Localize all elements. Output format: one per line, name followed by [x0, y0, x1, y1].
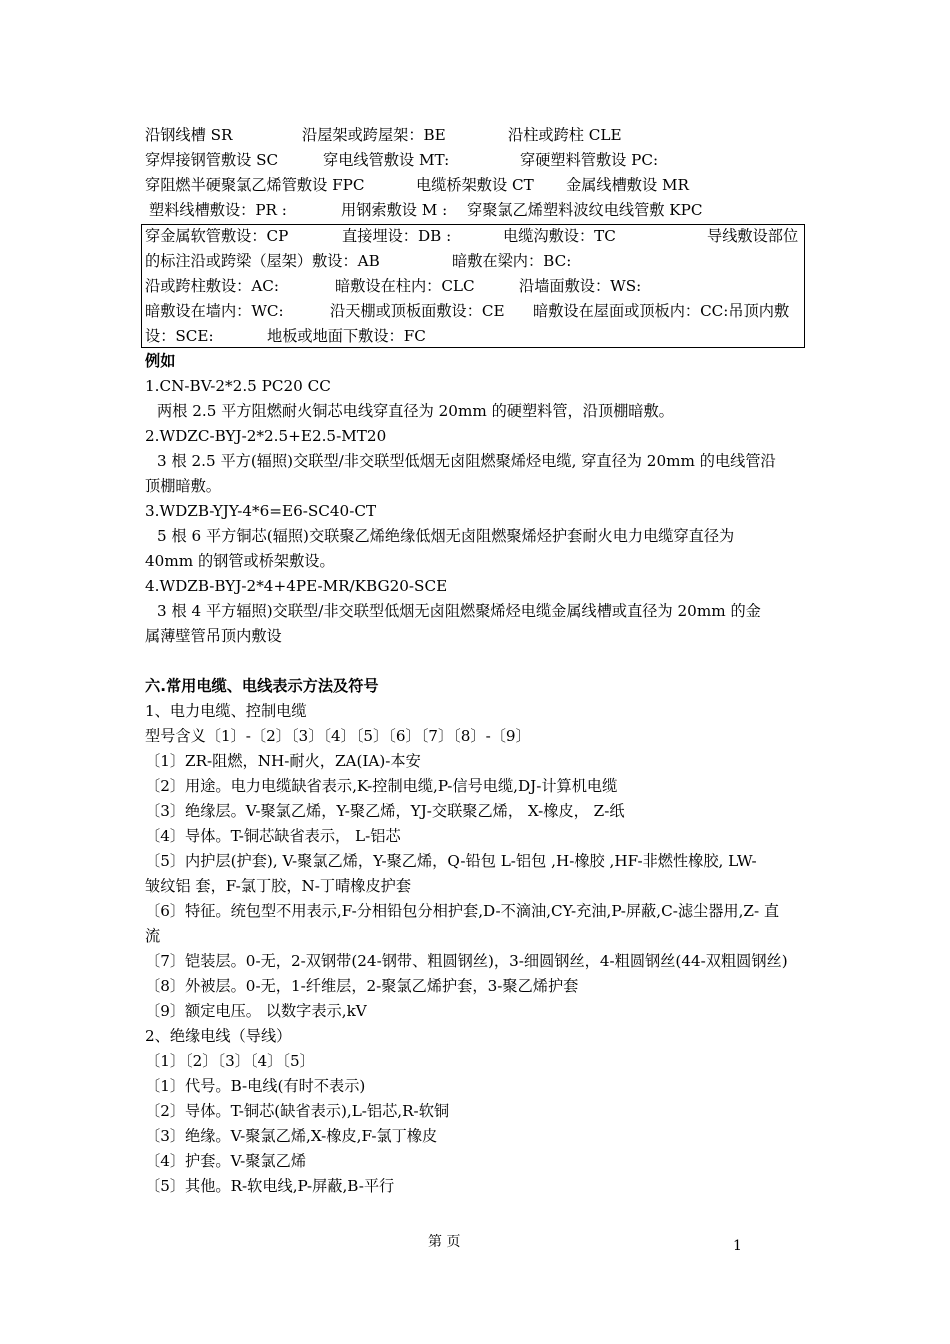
text-line: 〔4〕导体。T-铜芯缺省表示， L-铝芯	[145, 827, 401, 845]
text-cell: 穿焊接钢管敷设 SC	[145, 151, 279, 169]
text-line: 〔5〕内护层(护套), V-聚氯乙烯，Y-聚乙烯，Q-铅包 L-铝包 ,H-橡胶 ,HF-非燃性橡胶, LW-	[145, 852, 757, 870]
subsection-title: 2、绝缘电线（导线）	[145, 1027, 292, 1045]
text-line: 〔4〕护套。V-聚氯乙烯	[145, 1152, 307, 1170]
text-cell: 穿聚氯乙烯塑料波纹电线管敷 KPC	[467, 201, 703, 219]
text-line: 〔1〕代号。B-电线(有时不表示)	[145, 1077, 366, 1095]
example-description: 40mm 的钢管或桥架敷设。	[145, 552, 335, 570]
text-cell: 沿屋架或跨屋架：BE	[302, 126, 446, 144]
text-cell: 穿电线管敷设 MT:	[323, 151, 450, 169]
text-line: 〔8〕外被层。0-无，1-纤维层，2-聚氯乙烯护套，3-聚乙烯护套	[145, 977, 579, 995]
text-line: 〔9〕额定电压。 以数字表示,kV	[145, 1002, 367, 1020]
text-line: 型号含义〔1〕-〔2〕〔3〕〔4〕〔5〕〔6〕〔7〕〔8〕-〔9〕	[145, 727, 531, 745]
text-cell: 穿阻燃半硬聚氯乙烯管敷设 FPC	[145, 176, 365, 194]
text-cell: 沿或跨柱敷设：AC:	[145, 277, 280, 295]
text-cell: 暗敷在梁内：BC:	[452, 252, 572, 270]
text-cell: 电缆桥架敷设 CT	[416, 176, 534, 194]
text-cell: 暗敷设在墙内：WC:	[145, 302, 284, 320]
text-cell: 沿天棚或顶板面敷设：CE	[330, 302, 505, 320]
example-description: 属薄壁管吊顶内敷设	[145, 627, 282, 645]
text-line: 皱纹铝 套，F-氯丁胶，N-丁晴橡皮护套	[145, 877, 412, 895]
text-cell: 塑料线槽敷设：PR :	[149, 201, 287, 219]
text-cell: 的标注沿或跨梁（屋架）敷设：AB	[145, 252, 380, 270]
text-cell: 沿钢线槽 SR	[145, 126, 233, 144]
text-cell: 直接埋设：DB :	[342, 227, 452, 245]
text-cell: 穿硬塑料管敷设 PC:	[520, 151, 659, 169]
example-description: 3 根 2.5 平方(辐照)交联型/非交联型低烟无卤阻燃聚烯烃电缆, 穿直径为 20mm 的电线管沿	[157, 452, 776, 470]
example-heading: 例如	[145, 352, 176, 370]
text-cell: 地板或地面下敷设：FC	[267, 327, 426, 345]
text-cell: 设：SCE:	[145, 327, 214, 345]
text-line: 〔3〕绝缘。V-聚氯乙烯,X-橡皮,F-氯丁橡皮	[145, 1127, 438, 1145]
text-line: 〔1〕ZR-阻燃，NH-耐火，ZA(IA)-本安	[145, 752, 421, 770]
text-line: 〔5〕其他。R-软电线,P-屏蔽,B-平行	[145, 1177, 395, 1195]
text-cell: 用钢索敷设 M :	[341, 201, 448, 219]
example-code: 3.WDZB-YJY-4*6=E6-SC40-CT	[145, 502, 377, 520]
page-label: 第 页	[428, 1234, 461, 1250]
text-line: 〔1〕〔2〕〔3〕〔4〕〔5〕	[145, 1052, 315, 1070]
example-description: 3 根 4 平方辐照)交联型/非交联型低烟无卤阻燃聚烯烃电缆金属线槽或直径为 20mm 的金	[157, 602, 761, 620]
text-cell: 金属线槽敷设 MR	[566, 176, 689, 194]
text-cell: 穿金属软管敷设：CP	[145, 227, 289, 245]
text-cell: 沿柱或跨柱 CLE	[508, 126, 622, 144]
text-cell: 暗敷设在柱内：CLC	[335, 277, 475, 295]
text-cell: 沿墙面敷设：WS:	[519, 277, 642, 295]
text-cell: 电缆沟敷设：TC	[503, 227, 616, 245]
example-code: 1.CN-BV-2*2.5 PC20 CC	[145, 377, 331, 395]
text-line: 〔3〕绝缘层。V-聚氯乙烯，Y-聚乙烯，YJ-交联聚乙烯， X-橡皮， Z-纸	[145, 802, 625, 820]
text-cell: 导线敷设部位	[707, 227, 799, 245]
subsection-title: 1、电力电缆、控制电缆	[145, 702, 307, 720]
example-description: 5 根 6 平方铜芯(辐照)交联聚乙烯绝缘低烟无卤阻燃聚烯烃护套耐火电力电缆穿直径为	[157, 527, 735, 545]
example-code: 4.WDZB-BYJ-2*4+4PE-MR/KBG20-SCE	[145, 577, 448, 595]
text-line: 〔2〕导体。T-铜芯(缺省表示),L-铝芯,R-软铜	[145, 1102, 450, 1120]
text-line: 流	[145, 927, 161, 945]
section-heading: 六.常用电缆、电线表示方法及符号	[145, 677, 379, 695]
text-line: 〔7〕铠装层。0-无，2-双钢带(24-钢带、粗圆钢丝)，3-细圆钢丝，4-粗圆钢丝(44-双粗圆钢丝)	[145, 952, 788, 970]
text-line: 〔2〕用途。电力电缆缺省表示,K-控制电缆,P-信号电缆,DJ-计算机电缆	[145, 777, 618, 795]
example-code: 2.WDZC-BYJ-2*2.5+E2.5-MT20	[145, 427, 387, 445]
example-description: 顶棚暗敷。	[145, 477, 221, 495]
text-cell: 暗敷设在屋面或顶板内：CC:吊顶内敷	[533, 302, 790, 320]
page-number: 1	[733, 1238, 742, 1254]
example-description: 两根 2.5 平方阻燃耐火铜芯电线穿直径为 20mm 的硬塑料管，沿顶棚暗敷。	[157, 402, 674, 420]
text-line: 〔6〕特征。统包型不用表示,F-分相铅包分相护套,D-不滴油,CY-充油,P-屏蔽,C-滤尘器用,Z- 直	[145, 902, 780, 920]
